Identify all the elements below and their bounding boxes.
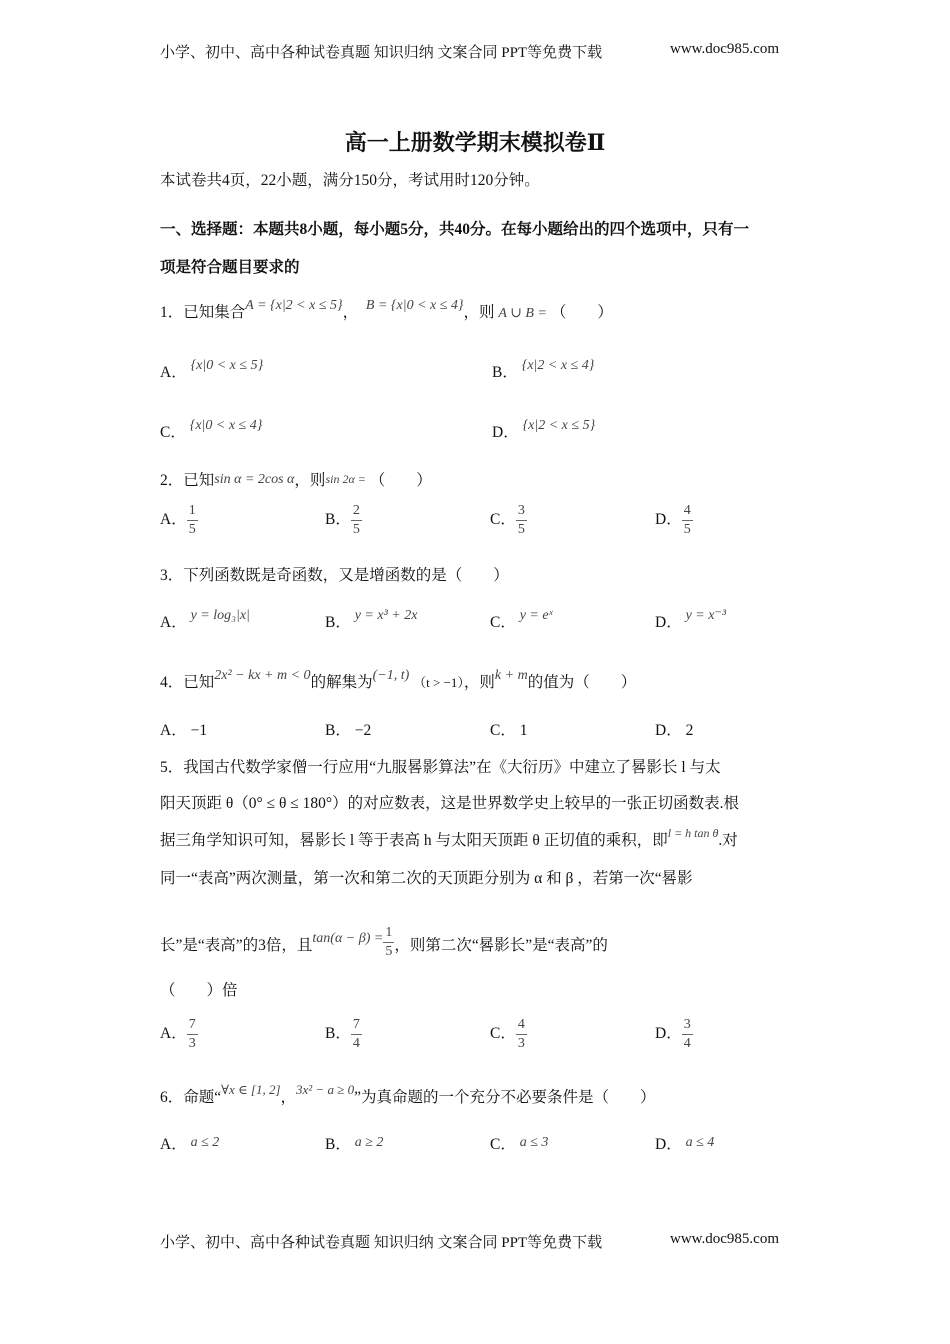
q4-inequality: 2x² − kx + m < 0 bbox=[214, 668, 311, 683]
denominator: 5 bbox=[385, 944, 393, 959]
q4-option-d[interactable] bbox=[655, 718, 693, 740]
q5-l5b: ，则第二次“晷影长”是“表高”的 bbox=[394, 937, 608, 955]
numerator: 4 bbox=[516, 1016, 527, 1035]
q2-mid: ，则 bbox=[294, 472, 326, 489]
q4-option-a[interactable] bbox=[160, 718, 207, 740]
option-text: {x|2 < x ≤ 4} bbox=[521, 358, 595, 373]
q5-formula: l = h tan θ bbox=[667, 826, 719, 840]
question-5-line-1: 5．我国古代数学家僧一行应用“九服晷影算法”在《大衍历》中建立了晷影长 l 与太 bbox=[160, 759, 721, 776]
denominator: 4 bbox=[683, 1036, 691, 1051]
q2-option-b[interactable] bbox=[325, 502, 362, 539]
q4-condition: （t > −1） bbox=[413, 675, 464, 690]
option-text: y = x³ + 2x bbox=[354, 608, 418, 623]
option-label: B． bbox=[325, 1136, 351, 1153]
section-heading-2: 项是符合题目要求的 bbox=[160, 259, 300, 276]
option-label: D． bbox=[655, 614, 682, 631]
q1-set-a: A = {x|2 < x ≤ 5} bbox=[245, 298, 343, 313]
option-text: a ≥ 2 bbox=[354, 1135, 384, 1150]
option-label: A． bbox=[160, 1025, 187, 1043]
option-text: −2 bbox=[354, 722, 372, 739]
page-header bbox=[160, 41, 780, 62]
option-label: A． bbox=[160, 364, 187, 381]
fraction bbox=[516, 502, 527, 539]
q5-l3b: .对 bbox=[718, 832, 738, 849]
option-label: C． bbox=[490, 1025, 516, 1043]
fraction bbox=[187, 1016, 198, 1053]
option-label: C． bbox=[490, 722, 516, 739]
q1-option-b[interactable] bbox=[492, 360, 594, 382]
q2-prefix: 2．已知 bbox=[160, 472, 215, 489]
denominator: 5 bbox=[188, 522, 196, 537]
fraction bbox=[682, 1016, 693, 1053]
q1-paren: （ ） bbox=[550, 304, 613, 321]
numerator: 7 bbox=[351, 1016, 362, 1035]
option-text: {x|2 < x ≤ 5} bbox=[522, 418, 596, 433]
option-text: a ≤ 3 bbox=[519, 1135, 549, 1150]
q4-expr: k + m bbox=[494, 668, 528, 683]
q5-option-a[interactable] bbox=[160, 1016, 198, 1053]
option-text: {x|0 < x ≤ 5} bbox=[190, 358, 264, 373]
question-5-line-4: 同一“表高”两次测量，第一次和第二次的天顶距分别为 α 和 β ，若第一次“晷影 bbox=[160, 870, 693, 887]
fraction bbox=[351, 1016, 362, 1053]
option-label: B． bbox=[325, 722, 351, 739]
fraction bbox=[682, 502, 693, 539]
q1-option-a[interactable] bbox=[160, 360, 263, 382]
q6-quantifier: ∀x ∈ [1, 2] bbox=[221, 1082, 281, 1097]
fraction bbox=[383, 924, 394, 961]
denominator: 4 bbox=[352, 1036, 360, 1051]
q5-l3a: 据三角学知识可知，晷影长 l 等于表高 h 与太阳天顶距 θ 正切值的乘积，即 bbox=[160, 832, 668, 849]
option-text: a ≤ 4 bbox=[685, 1135, 715, 1150]
q1-option-d[interactable] bbox=[492, 420, 595, 442]
q6-option-c[interactable] bbox=[490, 1132, 548, 1154]
option-label: D． bbox=[655, 722, 682, 739]
question-3: 3．下列函数既是奇函数，又是增函数的是（ ） bbox=[160, 567, 509, 584]
q6-sep: ， bbox=[280, 1089, 297, 1106]
header-text: 小学、初中、高中各种试卷真题 知识归纳 文案合同 PPT等免费下载 bbox=[160, 45, 603, 61]
q4-mid2: ，则 bbox=[463, 674, 495, 691]
numerator: 2 bbox=[351, 502, 362, 521]
q1-option-c[interactable] bbox=[160, 420, 262, 442]
q6-suffix: ”为真命题的一个充分不必要条件是（ ） bbox=[354, 1089, 656, 1106]
option-label: A． bbox=[160, 1136, 187, 1153]
q5-condition: tan(α − β) = bbox=[312, 931, 384, 947]
q2-option-d[interactable] bbox=[655, 502, 693, 539]
exam-title: 高一上册数学期末模拟卷Ⅱ bbox=[344, 130, 606, 155]
q3-option-a[interactable] bbox=[160, 610, 250, 632]
q4-mid1: 的解集为 bbox=[310, 674, 373, 691]
option-label: D． bbox=[655, 1025, 682, 1043]
option-label: C． bbox=[490, 511, 516, 529]
q5-option-b[interactable] bbox=[325, 1016, 362, 1053]
question-5-line-5 bbox=[160, 925, 608, 965]
q1-expr: A ∪ B = bbox=[498, 306, 547, 321]
option-label: C． bbox=[160, 424, 186, 441]
option-label: B． bbox=[325, 511, 351, 529]
option-text: −1 bbox=[190, 722, 208, 739]
option-label: B． bbox=[325, 614, 351, 631]
question-1 bbox=[160, 300, 613, 322]
q1-set-b: B = {x|0 < x ≤ 4} bbox=[365, 298, 464, 313]
q4-set: (−1, t) bbox=[372, 668, 410, 683]
header-url[interactable]: www.doc985.com bbox=[670, 41, 780, 57]
option-label: A． bbox=[160, 722, 187, 739]
denominator: 5 bbox=[517, 522, 525, 537]
numerator: 3 bbox=[516, 502, 527, 521]
q4-option-c[interactable] bbox=[490, 718, 527, 740]
denominator: 5 bbox=[352, 522, 360, 537]
q6-inequality: 3x² − a ≥ 0 bbox=[296, 1082, 355, 1097]
option-label: D． bbox=[492, 424, 519, 441]
q1-mid: ，则 bbox=[463, 304, 495, 321]
q2-paren: （ ） bbox=[369, 472, 432, 489]
question-4 bbox=[160, 670, 636, 692]
question-6 bbox=[160, 1082, 656, 1107]
section-heading-1: 一、选择题：本题共8小题，每小题5分，共40分。在每小题给出的四个选项中，只有一 bbox=[160, 221, 750, 238]
question-5-line-3 bbox=[160, 828, 738, 850]
q2-condition: sin α = 2cos α bbox=[214, 472, 295, 487]
numerator: 3 bbox=[682, 1016, 693, 1035]
option-label: B． bbox=[492, 364, 518, 381]
option-text: {x|0 < x ≤ 4} bbox=[189, 418, 263, 433]
fraction bbox=[516, 1016, 527, 1053]
q4-option-b[interactable] bbox=[325, 718, 371, 740]
option-label: B． bbox=[325, 1025, 351, 1043]
q2-option-c[interactable] bbox=[490, 502, 527, 539]
denominator: 5 bbox=[683, 522, 691, 537]
q6-option-a[interactable] bbox=[160, 1132, 219, 1154]
numerator: 4 bbox=[682, 502, 693, 521]
option-label: D． bbox=[655, 511, 682, 529]
q5-option-c[interactable] bbox=[490, 1016, 527, 1053]
q4-suffix: 的值为（ ） bbox=[527, 674, 637, 691]
option-text: y = log₃|x| bbox=[190, 608, 250, 623]
q5-l5a: 长”是“表高”的3倍，且 bbox=[160, 937, 313, 955]
option-text: y = x⁻³ bbox=[685, 608, 727, 623]
numerator: 1 bbox=[383, 924, 394, 943]
q6-prefix: 6．命题“ bbox=[160, 1089, 222, 1106]
q1-sep: ， bbox=[342, 304, 351, 321]
page-footer bbox=[160, 1231, 780, 1252]
option-label: A． bbox=[160, 614, 187, 631]
q1-prefix: 1．已知集合 bbox=[160, 304, 246, 321]
q2-expr: sin 2α = bbox=[325, 472, 366, 486]
question-2 bbox=[160, 468, 432, 490]
option-text: y = eˣ bbox=[519, 608, 553, 623]
option-label: A． bbox=[160, 511, 187, 529]
footer-url[interactable]: www.doc985.com bbox=[670, 1231, 780, 1247]
q3-option-b[interactable] bbox=[325, 610, 417, 632]
option-label: C． bbox=[490, 1136, 516, 1153]
fraction bbox=[351, 502, 362, 539]
option-text: a ≤ 2 bbox=[190, 1135, 220, 1150]
exam-intro: 本试卷共4页，22小题，满分150分，考试用时120分钟。 bbox=[160, 172, 540, 189]
numerator: 7 bbox=[187, 1016, 198, 1035]
q6-option-d[interactable] bbox=[655, 1132, 714, 1154]
option-label: D． bbox=[655, 1136, 682, 1153]
option-text: 2 bbox=[685, 722, 694, 739]
option-text: 1 bbox=[519, 722, 528, 739]
q4-prefix: 4．已知 bbox=[160, 674, 215, 691]
question-5-line-2: 阳天顶距 θ（0° ≤ θ ≤ 180°）的对应数表，这是世界数学史上较早的一张正切函数表.根 bbox=[160, 795, 740, 812]
q3-option-d[interactable] bbox=[655, 610, 726, 632]
q6-option-b[interactable] bbox=[325, 1132, 383, 1154]
q3-option-c[interactable] bbox=[490, 610, 553, 632]
denominator: 3 bbox=[517, 1036, 525, 1051]
denominator: 3 bbox=[188, 1036, 196, 1051]
fraction bbox=[187, 502, 198, 539]
q5-option-d[interactable] bbox=[655, 1016, 693, 1053]
q2-option-a[interactable] bbox=[160, 502, 198, 539]
option-label: C． bbox=[490, 614, 516, 631]
question-5-line-6: （ ）倍 bbox=[160, 982, 238, 999]
numerator: 1 bbox=[187, 502, 198, 521]
footer-text: 小学、初中、高中各种试卷真题 知识归纳 文案合同 PPT等免费下载 bbox=[160, 1235, 603, 1251]
